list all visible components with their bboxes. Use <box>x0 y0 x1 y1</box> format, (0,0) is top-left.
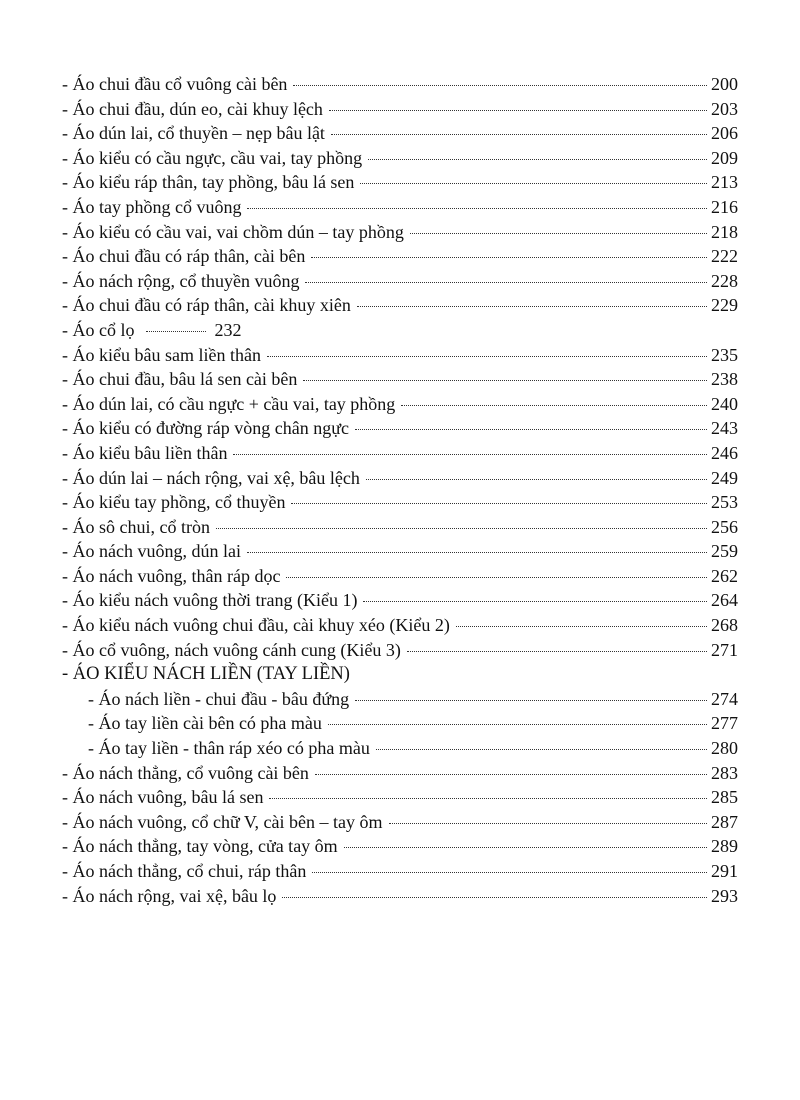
dot-leader <box>267 355 707 357</box>
toc-entry <box>62 244 738 269</box>
dot-leader <box>368 158 707 160</box>
toc-entry-page: 218 <box>711 221 738 242</box>
dot-leader <box>216 527 707 529</box>
toc-entry-label: - Áo kiểu nách vuông chui đầu, cài khuy xéo (Kiểu 2) <box>62 615 450 636</box>
dot-leader <box>247 551 707 553</box>
toc-entry <box>62 195 738 220</box>
toc-entry-page: 235 <box>711 344 738 365</box>
toc-entry <box>62 318 738 343</box>
toc-subentry <box>62 736 738 761</box>
toc-entry-page: 240 <box>711 393 738 414</box>
toc-entry-label: - Áo chui đầu, dún eo, cài khuy lệch <box>62 98 323 119</box>
toc-entry-label: - Áo dún lai, cổ thuyền – nẹp bâu lật <box>62 123 325 144</box>
toc-entry-page: 216 <box>711 196 738 217</box>
toc-entry-page: 232 <box>214 319 242 340</box>
dot-leader <box>315 773 707 775</box>
toc-entry-label: - Áo nách rộng, vai xệ, bâu lọ <box>62 885 277 906</box>
toc-entry <box>62 220 738 245</box>
toc-entry <box>62 416 738 441</box>
dot-leader <box>311 256 707 258</box>
toc-entry <box>62 170 738 195</box>
toc-entry-label: - Áo nách rộng, cổ thuyền vuông <box>62 270 300 291</box>
dot-leader <box>293 84 707 86</box>
toc-entry-page: 262 <box>711 565 738 586</box>
toc-entry <box>62 367 738 392</box>
toc-entry-page: 200 <box>711 74 738 94</box>
toc-entry <box>62 588 738 613</box>
dot-leader <box>456 625 707 627</box>
toc-entry-page: 293 <box>711 885 738 906</box>
toc-entry <box>62 269 738 294</box>
dot-leader <box>305 281 707 283</box>
toc-entry-label: - Áo kiểu có cầu vai, vai chồm dún – tay phồng <box>62 221 404 242</box>
toc-entry-label: - Áo cổ lọ <box>62 319 135 340</box>
toc-entry <box>62 146 738 171</box>
toc-entry-label: - Áo kiểu ráp thân, tay phồng, bâu lá sen <box>62 172 355 193</box>
toc-entry-label: - Áo chui đầu, bâu lá sen cài bên <box>62 369 298 390</box>
toc-entry <box>62 539 738 564</box>
toc-entry-page: 243 <box>711 418 738 439</box>
toc-entry <box>62 343 738 368</box>
toc-subentry <box>62 711 738 736</box>
toc-entry <box>62 859 738 884</box>
dot-leader <box>407 650 707 652</box>
toc-entry-page: 280 <box>711 738 738 759</box>
toc-entry-page: 222 <box>711 246 738 267</box>
toc-entry-label: - Áo kiểu bâu sam liền thân <box>62 344 261 365</box>
dot-leader <box>331 133 707 135</box>
toc-entry-label: - Áo cổ vuông, nách vuông cánh cung (Kiểu 3) <box>62 639 401 660</box>
toc-entry-label: - Áo nách vuông, dún lai <box>62 541 241 562</box>
toc-entry-label: - Áo dún lai – nách rộng, vai xệ, bâu lệch <box>62 467 360 488</box>
toc-entry-label: - Áo kiểu tay phồng, cổ thuyền <box>62 492 286 513</box>
toc-entry-label: - Áo chui đầu có ráp thân, cài khuy xiên <box>62 295 351 316</box>
dot-leader <box>286 576 707 578</box>
toc-entry-page: 285 <box>711 787 738 808</box>
toc-entry <box>62 638 738 663</box>
dot-leader <box>366 478 707 480</box>
dot-leader <box>360 182 707 184</box>
dot-leader <box>389 822 707 824</box>
toc-entry-page: 246 <box>711 442 738 463</box>
toc-entry <box>62 293 738 318</box>
dot-leader <box>357 305 707 307</box>
dot-leader <box>344 846 707 848</box>
toc-entry-label: - Áo tay liền cài bên có pha màu <box>88 713 322 734</box>
toc-entry-label: - Áo kiểu có đường ráp vòng chân ngực <box>62 418 349 439</box>
toc-entry <box>62 72 738 97</box>
toc-entry-page: 287 <box>711 811 738 832</box>
toc-subentry <box>62 687 738 712</box>
toc-entry <box>62 441 738 466</box>
toc-entry-page: 289 <box>711 836 738 857</box>
toc-entry <box>62 785 738 810</box>
toc-entry-label: - Áo nách thẳng, cổ chui, ráp thân <box>62 861 307 881</box>
toc-entry <box>62 884 738 909</box>
toc-entry-page: 291 <box>711 861 738 881</box>
toc-entry-page: 228 <box>711 270 738 291</box>
toc-entry-page: 203 <box>711 98 738 119</box>
toc-entry-label: - Áo nách thẳng, tay vòng, cửa tay ôm <box>62 836 338 857</box>
dot-leader <box>282 896 707 898</box>
toc-entry-label: - Áo nách liền - chui đầu - bâu đứng <box>88 688 350 709</box>
dot-leader <box>233 453 707 455</box>
dot-leader <box>291 502 707 504</box>
toc-entry-page: 253 <box>711 492 738 513</box>
toc-entry-label: - Áo nách vuông, cổ chữ V, cài bên – tay ôm <box>62 811 383 832</box>
dot-leader <box>247 207 707 209</box>
toc-entry-label: - Áo chui đầu cổ vuông cài bên <box>62 74 288 94</box>
dot-leader <box>355 699 707 701</box>
toc-entry <box>62 515 738 540</box>
toc-entry-page: 283 <box>711 762 738 783</box>
toc-entry-page: 277 <box>711 713 738 734</box>
toc-entry <box>62 121 738 146</box>
toc-entry-page: 264 <box>711 590 738 611</box>
dot-leader <box>410 232 707 234</box>
toc-entry-label: - Áo chui đầu có ráp thân, cài bên <box>62 246 306 267</box>
toc-entry <box>62 761 738 786</box>
dot-leader <box>363 600 707 602</box>
toc-entry <box>62 810 738 835</box>
dot-leader <box>312 871 707 873</box>
toc-entry-label: - Áo nách thẳng, cổ vuông cài bên <box>62 762 309 783</box>
toc-entry-page: 213 <box>711 172 738 193</box>
toc-entry-page: 209 <box>711 147 738 168</box>
toc-entry-label: - Áo sô chui, cổ tròn <box>62 516 210 537</box>
dot-leader <box>355 428 707 430</box>
toc-entry-label: - Áo kiểu có cầu ngực, cầu vai, tay phồng <box>62 147 363 168</box>
toc-section-heading-label: - ÁO KIỂU NÁCH LIỀN (TAY LIỀN) <box>62 664 350 685</box>
toc-section-heading <box>62 662 738 687</box>
toc-entry <box>62 392 738 417</box>
toc-entry <box>62 490 738 515</box>
toc-entry-page: 249 <box>711 467 738 488</box>
toc-entry <box>62 466 738 491</box>
toc-entry-page: 274 <box>711 688 738 709</box>
dot-leader <box>146 330 206 332</box>
table-of-contents <box>62 72 738 908</box>
toc-entry <box>62 564 738 589</box>
toc-entry-page: 206 <box>711 123 738 144</box>
toc-entry-label: - Áo tay liền - thân ráp xéo có pha màu <box>88 738 370 759</box>
dot-leader <box>376 748 707 750</box>
toc-entry-label: - Áo nách vuông, thân ráp dọc <box>62 565 281 586</box>
toc-entry-label: - Áo nách vuông, bâu lá sen <box>62 787 264 808</box>
toc-entry-label: - Áo kiểu nách vuông thời trang (Kiểu 1) <box>62 590 358 611</box>
toc-entry-label: - Áo dún lai, có cầu ngực + cầu vai, tay phồng <box>62 393 396 414</box>
toc-entry-page: 259 <box>711 541 738 562</box>
dot-leader <box>269 797 707 799</box>
toc-entry-page: 268 <box>711 615 738 636</box>
toc-entry <box>62 97 738 122</box>
toc-entry-label: - Áo tay phồng cổ vuông <box>62 196 242 217</box>
toc-entry-page: 271 <box>711 639 738 660</box>
toc-entry <box>62 613 738 638</box>
dot-leader <box>328 723 707 725</box>
toc-entry <box>62 834 738 859</box>
dot-leader <box>401 404 707 406</box>
dot-leader <box>303 379 707 381</box>
toc-entry-page: 256 <box>711 516 738 537</box>
dot-leader <box>329 109 707 111</box>
toc-entry-label: - Áo kiểu bâu liền thân <box>62 442 228 463</box>
toc-entry-page: 229 <box>711 295 738 316</box>
toc-entry-page: 238 <box>711 369 738 390</box>
